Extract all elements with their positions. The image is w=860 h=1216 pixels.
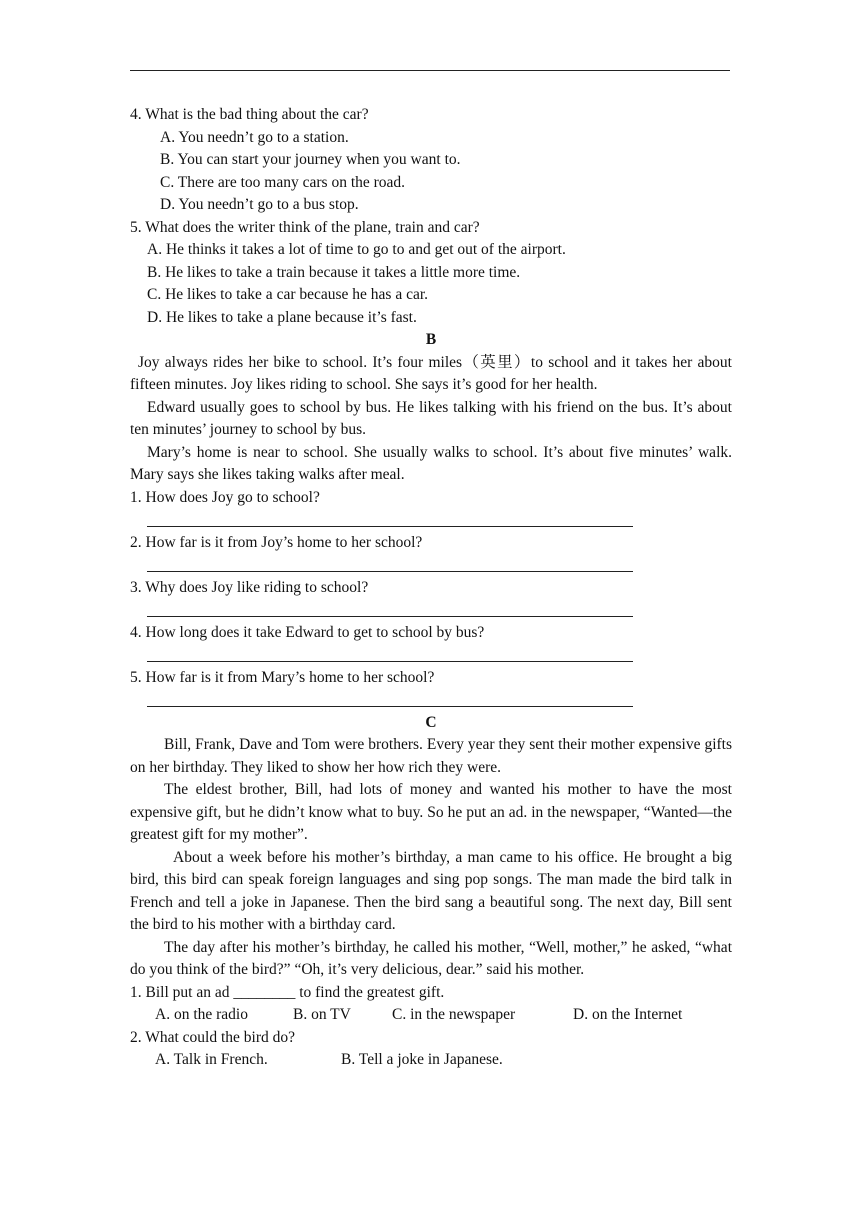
passage-b-paragraph-2: Edward usually goes to school by bus. He likes talking with his friend on the bus. It’s about ten minutes’ journey to school by bus. [130,398,732,438]
passage-c-paragraph-4: The day after his mother’s birthday, he called his mother, “Well, mother,” he asked, “what do you think of the bird?” “Oh, it’s very delicious, dear.” said his mother. [130,938,732,978]
question-c1: 1. Bill put an ad ________ to find the greatest gift. [130,983,445,1001]
option-a4-a: A. You needn’t go to a station. [160,128,349,146]
option-a4-b: B. You can start your journey when you want to. [160,151,461,168]
option-c2-a: A. Talk in French. [155,1051,268,1068]
question-b4: 4. How long does it take Edward to get to school by bus? [130,623,485,641]
header-rule [130,70,730,71]
question-b3: 3. Why does Joy like riding to school? [130,578,369,596]
section-heading-c: C [425,713,437,731]
question-b1: 1. How does Joy go to school? [130,488,320,506]
passage-c-paragraph-3: About a week before his mother’s birthday, a man came to his office. He brought a big bird, this bird can speak foreign languages and sing pop songs. The man made the bird talk in French and tell a joke in Japanese. Then the bird sang a beautiful song. The next day, Bill sent the bird to his mother with a birthday card. [130,848,732,933]
passage-b-paragraph-1: Joy always rides her bike to school. It’s four miles（英里）to school and it takes her about fifteen minutes. Joy likes riding to school. She says it’s good for her health. [130,353,732,393]
answer-blank-b3[interactable] [130,599,732,622]
section-heading-b: B [425,331,437,348]
passage-b-paragraph-3: Mary’s home is near to school. She usually walks to school. It’s about five minutes’ walk. Mary says she likes taking walks after meal. [130,443,732,483]
question-a5: 5. What does the writer think of the plane, train and car? [130,218,480,236]
question-b5: 5. How far is it from Mary’s home to her school? [130,668,435,686]
question-b2: 2. How far is it from Joy’s home to her school? [130,533,423,551]
passage-c-paragraph-2: The eldest brother, Bill, had lots of money and wanted his mother to have the most expensive gift, but he didn’t know what to buy. So he put an ad. in the newspaper, “Wanted—the greatest gift for my mother”. [130,781,732,843]
option-c1-d: D. on the Internet [573,1006,683,1023]
options-c2 [130,1049,732,1072]
question-c2: 2. What could the bird do? [130,1028,296,1046]
option-c1-c: C. in the newspaper [392,1006,516,1023]
option-c1-b: B. on TV [293,1006,351,1023]
answer-blank-b5[interactable] [130,689,732,712]
answer-blank-b2[interactable] [130,554,732,577]
document-body [130,104,732,1072]
option-a5-c: C. He likes to take a car because he has a car. [147,286,429,303]
option-c1-a: A. on the radio [155,1006,248,1023]
option-a4-c: C. There are too many cars on the road. [160,173,406,191]
option-c2-b: B. Tell a joke in Japanese. [341,1051,503,1068]
option-a5-b: B. He likes to take a train because it takes a little more time. [147,263,521,281]
question-a4: 4. What is the bad thing about the car? [130,106,369,123]
answer-blank-b4[interactable] [130,644,732,667]
option-a5-d: D. He likes to take a plane because it’s fast. [147,308,417,326]
options-c1 [130,1004,732,1027]
answer-blank-b1[interactable] [130,509,732,532]
option-a5-a: A. He thinks it takes a lot of time to go to and get out of the airport. [147,241,566,258]
passage-c-paragraph-1: Bill, Frank, Dave and Tom were brothers. Every year they sent their mother expensive gifts on her birthday. They liked to show her how rich they were. [130,736,732,776]
option-a4-d: D. You needn’t go to a bus stop. [160,196,359,213]
